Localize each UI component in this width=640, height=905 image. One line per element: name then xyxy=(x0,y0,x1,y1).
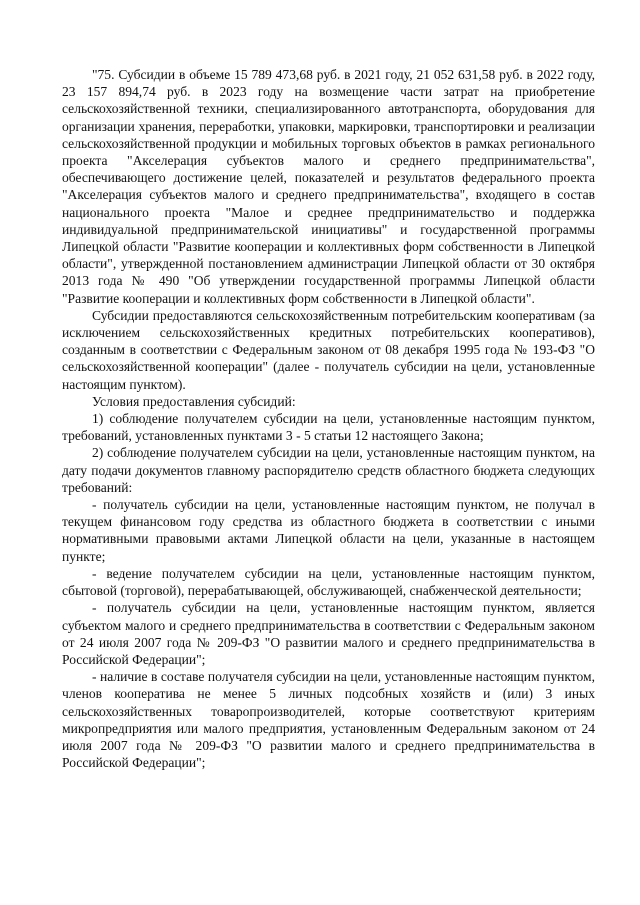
paragraph-requirement-no-funds: - получатель субсидии на цели, установленные настоящим пунктом, не получал в текущем финансовом году средства из областного бюджета в соответствии с иными нормативными правовыми актами Липецкой области на цели, указанные в настоящем пункте; xyxy=(62,497,595,564)
paragraph-condition-2: 2) соблюдение получателем субсидии на цели, установленные настоящим пунктом, на дату подачи документов главному распорядителю средств областного бюджета следующих требований: xyxy=(62,445,595,495)
paragraph-requirement-members: - наличие в составе получателя субсидии на цели, установленные настоящим пунктом, членов кооператива не менее 5 личных подсобных хозяйств и (или) 3 иных сельскохозяйственных товаропроизводителей, которые соответствуют критериям микропредприятия или малого предприятия, установленным Федеральным законом от 24 июля 2007 года № 209-ФЗ "О развитии малого и среднего предпринимательства в Российской Федерации"; xyxy=(62,669,595,771)
paragraph-recipients: Субсидии предоставляются сельскохозяйственным потребительским кооперативам (за исключением сельскохозяйственных кредитных потребительских кооперативов), созданным в соответствии с Федеральным законом от 08 декабря 1995 года № 193-ФЗ "О сельскохозяйственной кооперации" (далее - получатель субсидии на цели, установленные настоящим пунктом). xyxy=(62,307,595,392)
paragraph-requirement-sme: - получатель субсидии на цели, установленные настоящим пунктом, является субъектом малого и среднего предпринимательства в соответствии с Федеральным законом от 24 июля 2007 года № 209-ФЗ "О развитии малого и среднего предпринимательства в Российской Федерации"; xyxy=(62,600,595,667)
document-page xyxy=(62,66,595,771)
paragraph-requirement-activity: - ведение получателем субсидии на цели, установленные настоящим пунктом, сбытовой (торговой), перерабатывающей, обслуживающей, снабженческой деятельности; xyxy=(62,565,595,599)
paragraph-conditions-heading: Условия предоставления субсидий: xyxy=(92,393,296,409)
paragraph-condition-1: 1) соблюдение получателем субсидии на цели, установленные настоящим пунктом, требований, установленных пунктами 3 - 5 статьи 12 настоящего Закона; xyxy=(62,411,595,444)
paragraph-subsidy-75: "75. Субсидии в объеме 15 789 473,68 руб. в 2021 году, 21 052 631,58 руб. в 2022 году, 23 157 894,74 руб. в 2023 году на возмещение части затрат на приобретение сельскохозяйственной техники, специализированного автотранспорта, оборудования для организации хранения, переработки, упаковки, маркировки, транспортировки и реализации сельскохозяйственной продукции и мобильных торговых объектов в рамках регионального проекта "Акселерация субъектов малого и среднего предпринимательства", обеспечивающего достижение целей, показателей и результатов федерального проекта "Акселерация субъектов малого и среднего предпринимательства", входящего в состав национального проекта "Малое и среднее предпринимательство и поддержка индивидуальной предпринимательской инициативы" и государственной программы Липецкой области "Развитие кооперации и коллективных форм собственности в Липецкой области", утвержденной постановлением администрации Липецкой области от 30 октября 2013 года № 490 "Об утверждении государственной программы Липецкой области "Развитие кооперации и коллективных форм собственности в Липецкой области". xyxy=(62,67,595,306)
